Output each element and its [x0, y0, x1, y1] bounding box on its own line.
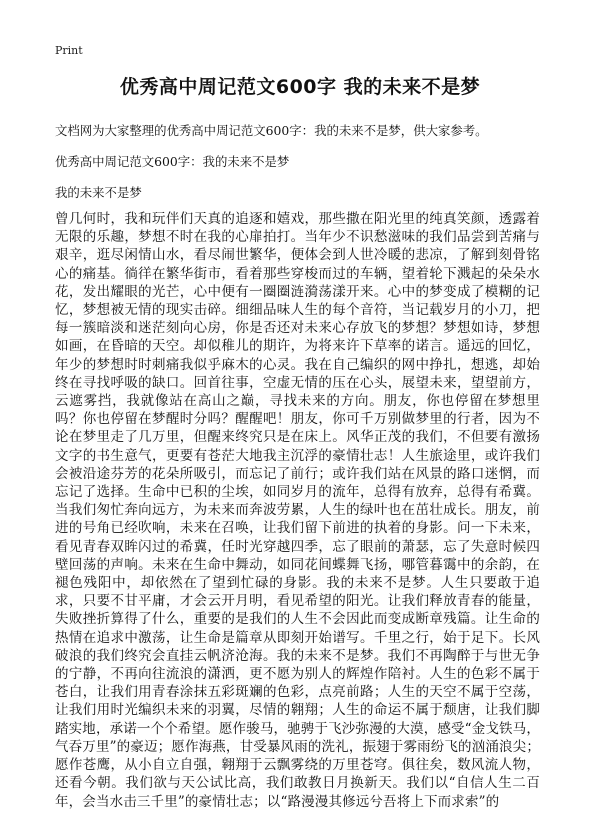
intro-paragraph: 文档网为大家整理的优秀高中周记范文600字：我的未来不是梦，供大家参考。	[55, 123, 488, 138]
section-heading: 我的未来不是梦	[55, 185, 142, 200]
print-label: Print	[55, 44, 83, 57]
document-subtitle: 优秀高中周记范文600字：我的未来不是梦	[55, 154, 290, 169]
document-title: 优秀高中周记范文600字 我的未来不是梦	[119, 76, 481, 98]
body-paragraph: 曾几何时，我和玩伴们天真的追逐和嬉戏，那些撒在阳光里的纯真笑颜，透露着无限的乐趣，梦想不时在我的心扉拍打。当年少不识愁滋味的我们品尝到苦痛与艰辛，逛尽闲情山水，看尽闹世繁华，便体会到人世冷暖的悲凉，了解到刻骨铭心的痛基。徜徉在繁华街市，看着那些穿梭而过的车辆，望着轮下溅起的朵朵水花，发出耀眼的光芒，心中便有一圈圈涟漪荡漾开来。心中的梦变成了模糊的记忆，梦想被无情的现实击碎。细细品味人生的每个音符，当记载岁月的小刀，把每一簇暗淡和迷茫刻向心房，你是否还对未来心存放飞的梦想？梦想如诗，梦想如画，在昏暗的天空。却似稚儿的期许，为将来许下草率的诺言。遥远的回忆，年少的梦想时时刺痛我似乎麻木的心灵。我在自己编织的网中挣扎，想逃，却始终在寻找呼吸的缺口。回首往事，空虚无情的压在心头，展望未来，望望前方，云遮雾挡，我就像站在高山之巅，寻找未来的方向。朋友，你也停留在梦想里吗？你也停留在梦醒时分吗？醒醒吧！朋友，你可千万别做梦里的行者，因为不论在梦里走了几万里，但醒来终究只是在床上。风华正茂的我们，不但要有激扬文字的书生意气，更要有苍茫大地我主沉浮的豪情壮志！人生旅途里，或许我们会被沿途芬芳的花朵所吸引，而忘记了前行；或许我们站在风景的路口迷惘，而忘记了选择。生命中已积的尘埃，如同岁月的流年，总得有放弃，总得有希冀。当我们匆忙奔向远方，为未来而奔波劳累，人生的绿叶也在茁壮成长。朋友，前进的号角已经吹响，未来在召唤，让我们留下前进的执着的身影。问一下未来，看见青春双眸闪过的希冀，任时光穿越四季，忘了眼前的萧瑟，忘了失意时候四壁回荡的声响。未来在生命中舞动，如同花间蝶舞飞扬，哪管暮霭中的余韵，在褪色残阳中，却依然在了望到忙碌的身影。我的未来不是梦。人生只要敢于追求，只要不甘平庸，才会云开月明，看见希望的阳光。让我们释放青春的能量，失败挫折算得了什么，重要的是我们的人生不会因此而变成断章残篇。让生命的热情在追求中激荡，让生命是篇章从即刻开始谱写。千里之行，始于足下。长风破浪的我们终究会直挂云帆济沧海。我的未来不是梦。我们不再陶醉于与世无争的宁静，不再向往流浪的潇洒，更不愿为别人的辉煌作陪衬。人生的色彩不属于苍白，让我们用青春涂抹五彩斑斓的色彩，点亮前路；人生的天空不属于空荡，让我们用时光编织未来的羽翼，尽情的翱翔；人生的命运不属于颓唐，让我们脚踏实地，承诺一个个希望。愿作骏马，驰骋于飞沙弥漫的大漠，感受“金戈铁马，气吞万里”的豪迈；愿作海燕，甘受暴风雨的洗礼，振翅于雾雨纷飞的汹涌浪尖；愿作苍鹰，从小自立自强，翱翔于云飘雾绕的万里苍穹。俱往矣，数风流人物，还看今朝。我们欲与天公试比高，我们敢教日月换新天。我们以“自信人生二百年，会当水击三千里”的豪情壮志；以“路漫漫其修远兮吾将上下而求索”的	[55, 211, 540, 810]
